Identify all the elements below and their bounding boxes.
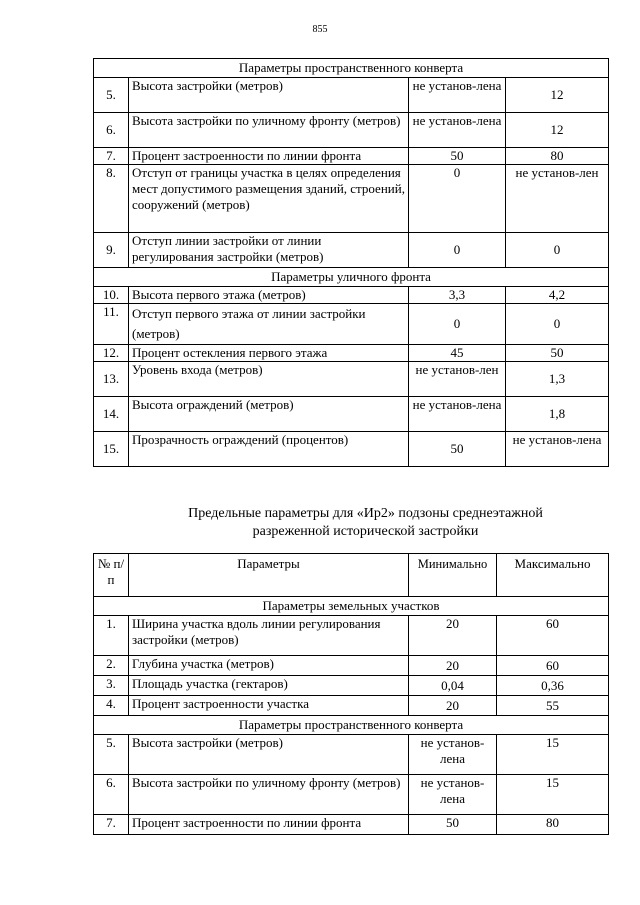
row-min: 20 bbox=[409, 696, 497, 716]
row-min: не установ-лен bbox=[409, 362, 506, 397]
row-min: 20 bbox=[409, 656, 497, 676]
row-min: 0 bbox=[409, 304, 506, 345]
row-parameter: Процент остекления первого этажа bbox=[129, 345, 409, 362]
table-row bbox=[94, 78, 609, 113]
row-number: 8. bbox=[94, 165, 129, 233]
row-max: 12 bbox=[506, 113, 609, 148]
row-parameter: Высота застройки по уличному фронту (метров) bbox=[129, 775, 409, 815]
row-parameter: Площадь участка (гектаров) bbox=[129, 676, 409, 696]
table-row bbox=[94, 676, 609, 696]
section-title: Параметры уличного фронта bbox=[94, 268, 609, 287]
row-min: не установ-лена bbox=[409, 775, 497, 815]
section-row bbox=[94, 59, 609, 78]
table-caption bbox=[93, 505, 638, 541]
table-row bbox=[94, 304, 609, 345]
row-number: 7. bbox=[94, 815, 129, 835]
row-min: 3,3 bbox=[409, 287, 506, 304]
table-row bbox=[94, 696, 609, 716]
table-row bbox=[94, 165, 609, 233]
row-min: 50 bbox=[409, 815, 497, 835]
row-min: не установ-лена bbox=[409, 397, 506, 432]
row-max: не установ-лен bbox=[506, 165, 609, 233]
row-parameter: Процент застроенности по линии фронта bbox=[129, 148, 409, 165]
row-max: 15 bbox=[497, 735, 609, 775]
row-max: 80 bbox=[506, 148, 609, 165]
row-parameter: Процент застроенности по линии фронта bbox=[129, 815, 409, 835]
row-parameter: Уровень входа (метров) bbox=[129, 362, 409, 397]
parameters-table-continued bbox=[93, 58, 609, 467]
row-min: 0 bbox=[409, 233, 506, 268]
table-row bbox=[94, 113, 609, 148]
row-max: 1,3 bbox=[506, 362, 609, 397]
table-row bbox=[94, 148, 609, 165]
row-parameter: Ширина участка вдоль линии регулирования застройки (метров) bbox=[129, 616, 409, 656]
row-parameter: Высота застройки по уличному фронту (метров) bbox=[129, 113, 409, 148]
table-row bbox=[94, 656, 609, 676]
row-min: 0,04 bbox=[409, 676, 497, 696]
row-max: 50 bbox=[506, 345, 609, 362]
table-row bbox=[94, 775, 609, 815]
section-title: Параметры земельных участков bbox=[94, 597, 609, 616]
section-row bbox=[94, 268, 609, 287]
row-number: 1. bbox=[94, 616, 129, 656]
section-row bbox=[94, 597, 609, 616]
row-max: 4,2 bbox=[506, 287, 609, 304]
row-min: не установ-лена bbox=[409, 113, 506, 148]
row-number: 14. bbox=[94, 397, 129, 432]
row-parameter: Высота первого этажа (метров) bbox=[129, 287, 409, 304]
row-number: 9. bbox=[94, 233, 129, 268]
table-row bbox=[94, 735, 609, 775]
header-parameters: Параметры bbox=[129, 554, 409, 597]
section-title: Параметры пространственного конверта bbox=[94, 59, 609, 78]
row-parameter: Прозрачность ограждений (процентов) bbox=[129, 432, 409, 467]
row-number: 10. bbox=[94, 287, 129, 304]
row-number: 5. bbox=[94, 735, 129, 775]
row-number: 5. bbox=[94, 78, 129, 113]
row-number: 12. bbox=[94, 345, 129, 362]
row-min: не установ-лена bbox=[409, 735, 497, 775]
row-min: 45 bbox=[409, 345, 506, 362]
row-min: 50 bbox=[409, 432, 506, 467]
row-max: 60 bbox=[497, 656, 609, 676]
row-max: 0,36 bbox=[497, 676, 609, 696]
row-min: 20 bbox=[409, 616, 497, 656]
row-max: 15 bbox=[497, 775, 609, 815]
row-parameter: Высота застройки (метров) bbox=[129, 735, 409, 775]
table-row bbox=[94, 397, 609, 432]
row-number: 13. bbox=[94, 362, 129, 397]
row-max: 80 bbox=[497, 815, 609, 835]
row-min: не установ-лена bbox=[409, 78, 506, 113]
row-max: 0 bbox=[506, 304, 609, 345]
row-number: 15. bbox=[94, 432, 129, 467]
row-max: 1,8 bbox=[506, 397, 609, 432]
row-parameter: Отступ линии застройки от линии регулирования застройки (метров) bbox=[129, 233, 409, 268]
table-row bbox=[94, 287, 609, 304]
page-number: 855 bbox=[312, 24, 328, 35]
header-number: № п/п bbox=[94, 554, 129, 597]
caption-line: Предельные параметры для «Ир2» подзоны среднеэтажной bbox=[188, 506, 543, 521]
row-max: 12 bbox=[506, 78, 609, 113]
header-min: Минимально bbox=[409, 554, 497, 597]
row-min: 0 bbox=[409, 165, 506, 233]
row-number: 6. bbox=[94, 775, 129, 815]
table-row bbox=[94, 616, 609, 656]
row-number: 6. bbox=[94, 113, 129, 148]
row-max: 60 bbox=[497, 616, 609, 656]
row-max: 0 bbox=[506, 233, 609, 268]
row-parameter: Отступ первого этажа от линии застройки (метров) bbox=[129, 304, 409, 345]
row-parameter: Процент застроенности участка bbox=[129, 696, 409, 716]
row-number: 3. bbox=[94, 676, 129, 696]
table-row bbox=[94, 362, 609, 397]
table-row bbox=[94, 233, 609, 268]
row-min: 50 bbox=[409, 148, 506, 165]
row-parameter: Высота застройки (метров) bbox=[129, 78, 409, 113]
table-row bbox=[94, 432, 609, 467]
row-max: 55 bbox=[497, 696, 609, 716]
row-number: 4. bbox=[94, 696, 129, 716]
section-title: Параметры пространственного конверта bbox=[94, 716, 609, 735]
row-parameter: Высота ограждений (метров) bbox=[129, 397, 409, 432]
caption-line: разреженной исторической застройки bbox=[252, 524, 479, 539]
row-parameter: Глубина участка (метров) bbox=[129, 656, 409, 676]
header-row bbox=[94, 554, 609, 597]
section-row bbox=[94, 716, 609, 735]
table-row bbox=[94, 345, 609, 362]
row-number: 11. bbox=[94, 304, 129, 345]
parameters-table-ir2 bbox=[93, 553, 609, 835]
row-number: 7. bbox=[94, 148, 129, 165]
row-parameter: Отступ от границы участка в целях определения мест допустимого размещения зданий, строений, сооружений (метров) bbox=[129, 165, 409, 233]
header-max: Максимально bbox=[497, 554, 609, 597]
row-max: не установ-лена bbox=[506, 432, 609, 467]
row-number: 2. bbox=[94, 656, 129, 676]
table-row bbox=[94, 815, 609, 835]
